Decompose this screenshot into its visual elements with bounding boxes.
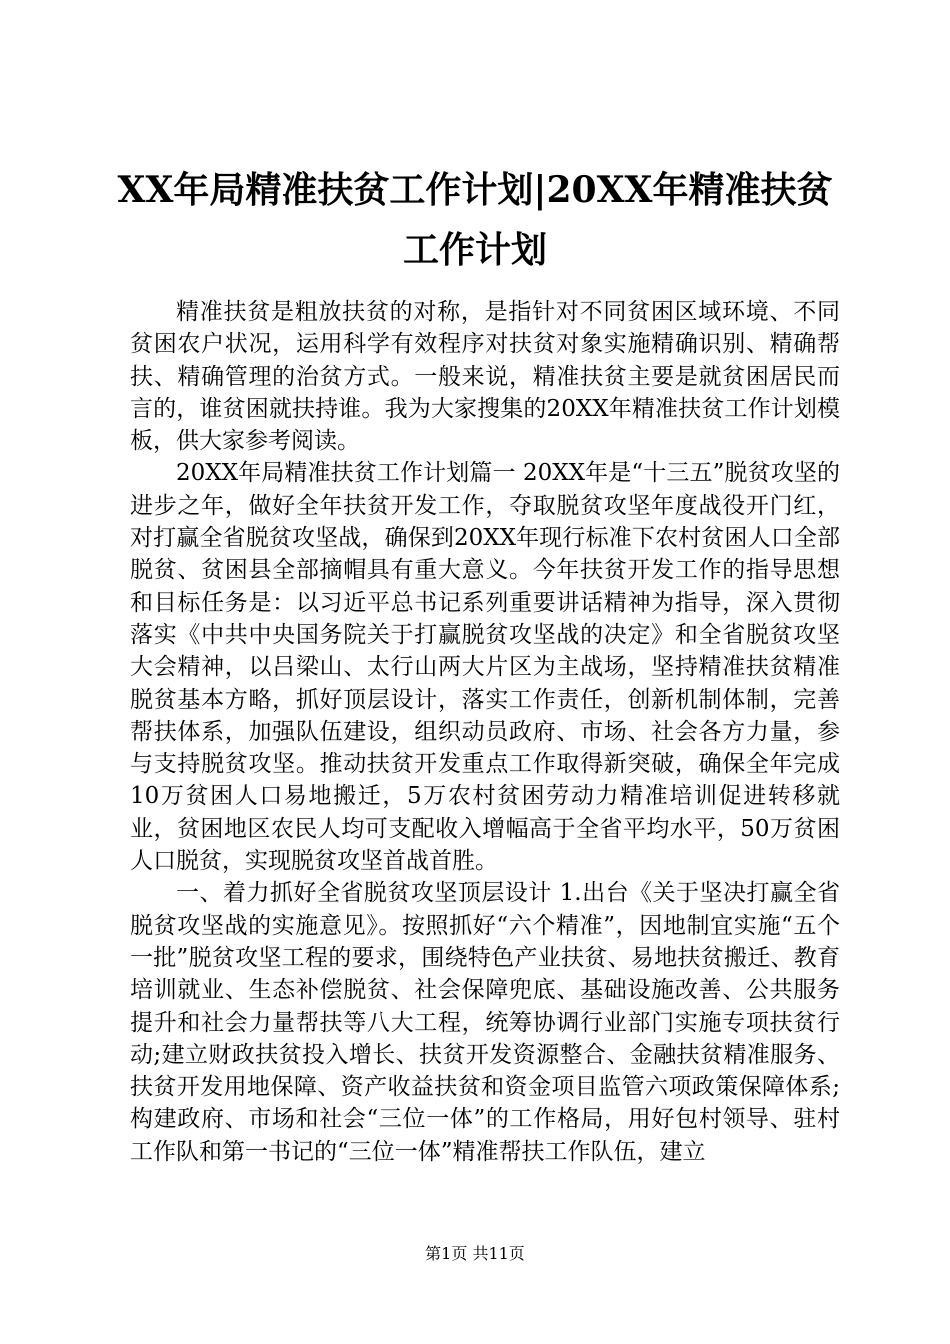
document-body xyxy=(130,296,840,1168)
document-title: XX年局精准扶贫工作计划|20XX年精准扶贫工作计划 xyxy=(117,169,833,271)
paragraph-intro: 精准扶贫是粗放扶贫的对称，是指针对不同贫困区域环境、不同贫困农户状况，运用科学有效程序对扶贫对象实施精确识别、精确帮扶、精确管理的治贫方式。一般来说，精准扶贫主要是就贫困居民而言的，谁贫困就扶持谁。我为大家搜集的20XX年精准扶贫工作计划模板，供大家参考阅读。 xyxy=(130,299,840,455)
paragraph-plan-one: 20XX年局精准扶贫工作计划篇一 20XX年是“十三五”脱贫攻坚的进步之年，做好全年扶贫开发工作，夺取脱贫攻坚年度战役开门红，对打赢全省脱贫攻坚战，确保到20XX年现行标准下农村贫困人口全部脱贫、贫困县全部摘帽具有重大意义。今年扶贫开发工作的指导思想和目标任务是：以习近平总书记系列重要讲话精神为指导，深入贯彻落实《中共中央国务院关于打赢脱贫攻坚战的决定》和全省脱贫攻坚大会精神，以吕梁山、太行山两大片区为主战场，坚持精准扶贫精准脱贫基本方略，抓好顶层设计，落实工作责任，创新机制体制，完善帮扶体系，加强队伍建设，组织动员政府、市场、社会各方力量，参与支持脱贫攻坚。推动扶贫开发重点工作取得新突破，确保全年完成10万贫困人口易地搬迁，5万农村贫困劳动力精准培训促进转移就业，贫困地区农民人均可支配收入增幅高于全省平均水平，50万贫困人口脱贫，实现脱贫攻坚首战首胜。 xyxy=(130,460,840,875)
paragraph-section-one: 一、着力抓好全省脱贫攻坚顶层设计 1.出台《关于坚决打赢全省脱贫攻坚战的实施意见》。按照抓好“六个精准”，因地制宜实施“五个一批”脱贫攻坚工程的要求，围绕特色产业扶贫、易地扶贫搬迁、教育培训就业、生态补偿脱贫、社会保障兜底、基础设施改善、公共服务提升和社会力量帮扶等八大工程，统筹协调行业部门实施专项扶贫行动;建立财政扶贫投入增长、扶贫开发资源整合、金融扶贫精准服务、扶贫开发用地保障、资产收益扶贫和资金项目监管六项政策保障体系;构建政府、市场和社会“三位一体”的工作格局，用好包村领导、驻村工作队和第一书记的“三位一体”精准帮扶工作队伍，建立 xyxy=(130,880,840,1165)
page-number-footer: 第1页 共11页 xyxy=(425,1244,525,1263)
